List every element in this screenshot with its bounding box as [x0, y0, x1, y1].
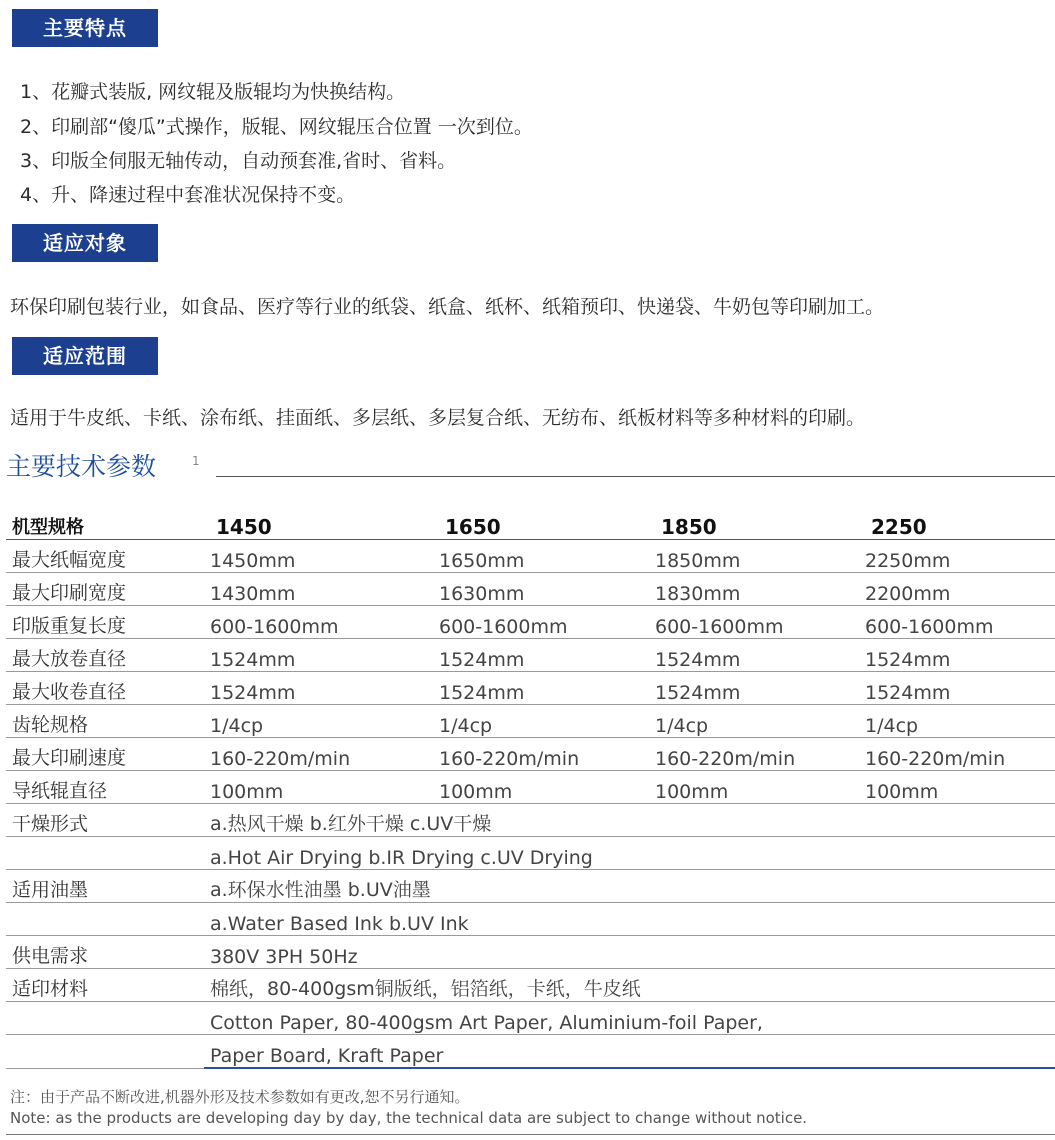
cell: 1430mm: [204, 573, 433, 606]
cell: 1450mm: [204, 540, 433, 573]
cell: 100mm: [859, 771, 1055, 804]
note-en: Note: as the products are developing day by day, the technical data are subject to change without notice.: [10, 1109, 808, 1127]
row-label: 齿轮规格: [6, 705, 204, 738]
model-2250: 2250: [859, 505, 1055, 540]
cell: 600-1600mm: [649, 606, 859, 639]
cell: 1524mm: [859, 672, 1055, 705]
cell: 1524mm: [859, 639, 1055, 672]
cell: 600-1600mm: [859, 606, 1055, 639]
materials-row-en2: [6, 1035, 1055, 1069]
row-label: 最大印刷宽度: [6, 573, 204, 606]
row-label: 适印材料: [6, 969, 204, 1002]
drying-row-en: [6, 837, 1055, 870]
cell: 1/4cp: [649, 705, 859, 738]
ink-cn: a.环保水性油墨 b.UV油墨: [204, 870, 1055, 903]
materials-row: [6, 969, 1055, 1002]
cell: 160-220m/min: [859, 738, 1055, 771]
row-label: 最大收卷直径: [6, 672, 204, 705]
drying-row: [6, 804, 1055, 837]
model-1850: 1850: [649, 505, 859, 540]
row-label: 供电需求: [6, 936, 204, 969]
row-label-empty: [6, 1002, 204, 1035]
title-rule: [216, 476, 1055, 477]
spec-row: [6, 738, 1055, 771]
cell: 1524mm: [204, 639, 433, 672]
cell: 2200mm: [859, 573, 1055, 606]
cell: 1/4cp: [204, 705, 433, 738]
feature-item: 4、升、降速过程中套准状况保持不变。: [20, 184, 356, 206]
cell: 600-1600mm: [433, 606, 649, 639]
model-1450: 1450: [204, 505, 433, 540]
power-row: [6, 936, 1055, 969]
feature-item: 2、印刷部“傻瓜”式操作，版辊、网纹辊压合位置 一次到位。: [20, 116, 533, 138]
specs-title: 主要技术参数: [6, 452, 157, 481]
cell: 100mm: [204, 771, 433, 804]
title-tick: 1: [192, 454, 200, 468]
drying-cn: a.热风干燥 b.红外干燥 c.UV干燥: [204, 804, 1055, 837]
cell: 1524mm: [204, 672, 433, 705]
cell: 160-220m/min: [649, 738, 859, 771]
objects-text: 环保印刷包装行业，如食品、医疗等行业的纸袋、纸盒、纸杯、纸箱预印、快递袋、牛奶包等印刷加工。: [10, 296, 885, 318]
ink-row-en: [6, 903, 1055, 936]
objects-badge: 适应对象: [12, 224, 158, 262]
features-badge: 主要特点: [12, 9, 158, 47]
spec-header-row: [6, 505, 1055, 540]
row-label: 最大放卷直径: [6, 639, 204, 672]
cell: 1/4cp: [433, 705, 649, 738]
row-label-empty: [6, 1035, 204, 1069]
cell: 1524mm: [433, 639, 649, 672]
materials-en2: Paper Board, Kraft Paper: [204, 1035, 1055, 1069]
ink-row: [6, 870, 1055, 903]
materials-row-en1: [6, 1002, 1055, 1035]
cell: 1/4cp: [859, 705, 1055, 738]
bottom-rule: [6, 1134, 1055, 1135]
row-label-empty: [6, 837, 204, 870]
model-1650: 1650: [433, 505, 649, 540]
row-label: 干燥形式: [6, 804, 204, 837]
scope-text: 适用于牛皮纸、卡纸、涂布纸、挂面纸、多层纸、多层复合纸、无纺布、纸板材料等多种材料的印刷。: [10, 407, 866, 429]
row-label: 印版重复长度: [6, 606, 204, 639]
cell: 600-1600mm: [204, 606, 433, 639]
cell: 1524mm: [649, 639, 859, 672]
row-label: 导纸辊直径: [6, 771, 204, 804]
cell: 160-220m/min: [204, 738, 433, 771]
cell: 160-220m/min: [433, 738, 649, 771]
spec-row: [6, 573, 1055, 606]
scope-badge: 适应范围: [12, 337, 158, 375]
cell: 1850mm: [649, 540, 859, 573]
materials-en1: Cotton Paper, 80-400gsm Art Paper, Aluminium-foil Paper,: [204, 1002, 1055, 1035]
row-label: 最大纸幅宽度: [6, 540, 204, 573]
spec-row: [6, 639, 1055, 672]
materials-cn: 棉纸，80-400gsm铜版纸，铝箔纸，卡纸，牛皮纸: [204, 969, 1055, 1002]
ink-en: a.Water Based Ink b.UV Ink: [204, 903, 1055, 936]
feature-item: 1、花瓣式装版, 网纹辊及版辊均为快换结构。: [20, 81, 406, 103]
spec-row: [6, 705, 1055, 738]
cell: 1830mm: [649, 573, 859, 606]
spec-row: [6, 606, 1055, 639]
feature-item: 3、印版全伺服无轴传动，自动预套准,省时、省料。: [20, 150, 457, 172]
row-label: 最大印刷速度: [6, 738, 204, 771]
cell: 1650mm: [433, 540, 649, 573]
spec-row: [6, 672, 1055, 705]
power-value: 380V 3PH 50Hz: [204, 936, 1055, 969]
cell: 1524mm: [433, 672, 649, 705]
cell: 100mm: [649, 771, 859, 804]
spec-row: [6, 771, 1055, 804]
row-label: 适用油墨: [6, 870, 204, 903]
spec-table: [6, 505, 1055, 1069]
cell: 1630mm: [433, 573, 649, 606]
header-label: 机型规格: [6, 505, 204, 540]
cell: 100mm: [433, 771, 649, 804]
cell: 2250mm: [859, 540, 1055, 573]
cell: 1524mm: [649, 672, 859, 705]
drying-en: a.Hot Air Drying b.IR Drying c.UV Drying: [204, 837, 1055, 870]
spec-row: [6, 540, 1055, 573]
note-cn: 注：由于产品不断改进,机器外形及技术参数如有更改,恕不另行通知。: [10, 1088, 470, 1106]
row-label-empty: [6, 903, 204, 936]
